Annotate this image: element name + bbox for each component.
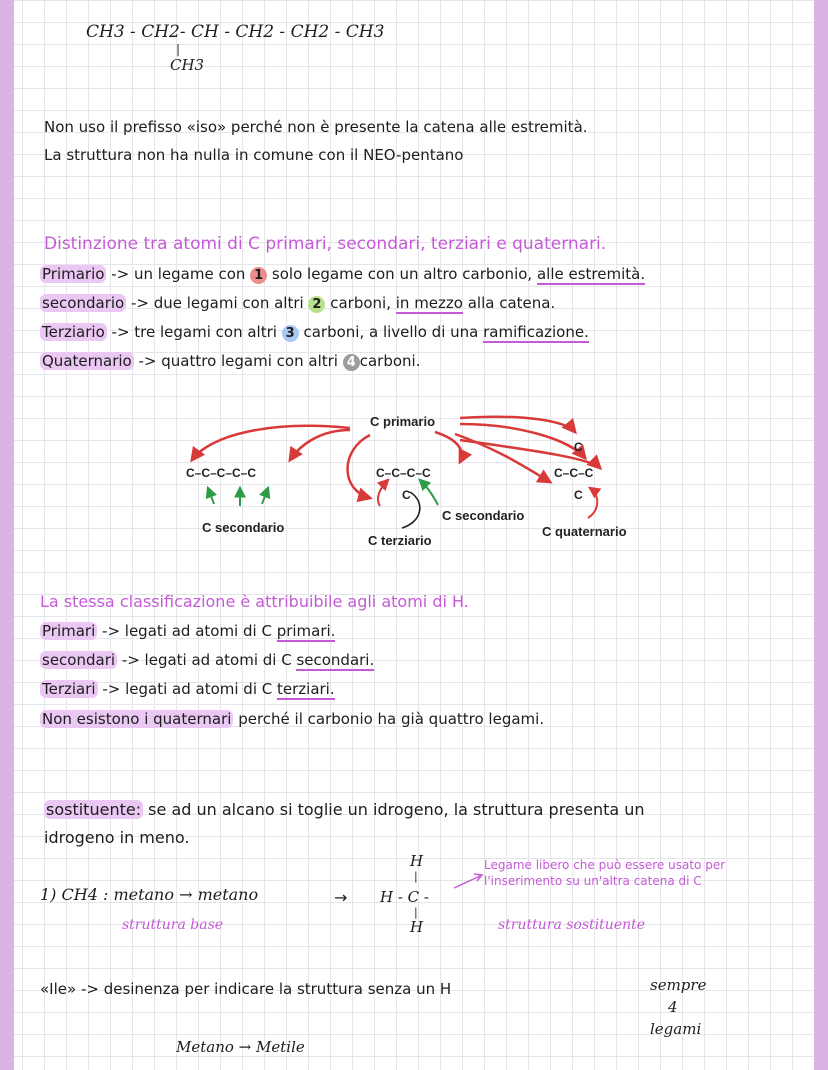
number-badge-3: 3 [282, 325, 299, 342]
note-pointer-arrow [452, 870, 486, 892]
methyl-hc: H - C - [380, 888, 429, 906]
primary-term: Primario [42, 265, 105, 283]
h-terziari-ul: terziari. [277, 680, 335, 698]
formula-branch: CH3 [170, 56, 205, 74]
arrow-primario-to-chain2-left [348, 435, 371, 498]
h-secondari-term: secondari [42, 651, 116, 669]
h-secondari-ul: secondari. [296, 651, 375, 669]
label-c-quaternario: C quaternario [542, 524, 627, 539]
tertiary-rest: carboni, a livello di una [298, 323, 484, 341]
secondary-rest: carboni, [325, 294, 396, 312]
methyl-bond-top: | [414, 870, 418, 883]
label-c-secondario-2: C secondario [442, 508, 525, 523]
note-legami: legami [650, 1020, 702, 1038]
note-sempre-num: 4 [668, 998, 678, 1016]
arrow-primario-to-chain1-left [192, 426, 350, 460]
tertiary-arrow: -> tre legami con altri [106, 323, 282, 341]
h-primari-ul: primari. [276, 622, 336, 640]
quaternary-rest: carboni. [359, 352, 421, 370]
arrow-secondario-2 [420, 480, 438, 505]
substituent-line-2: idrogeno in meno. [44, 828, 190, 847]
quaternary-arrow: -> quattro legami con altri [133, 352, 343, 370]
h-none-line [40, 710, 544, 728]
note-struttura-sostituente: struttura sostituente [498, 917, 646, 933]
primary-underline: alle estremità. [536, 265, 646, 283]
h-secondari-line [40, 651, 374, 669]
primary-arrow: -> un legame con [106, 265, 251, 283]
h-secondari-text: -> legati ad atomi di C [117, 651, 297, 669]
reaction-arrow: → [334, 888, 348, 907]
secondary-line [40, 294, 555, 313]
chain-branched-methyl: C [402, 488, 411, 502]
label-c-terziario: C terziario [368, 533, 432, 548]
h-terziari-term: Terziari [42, 680, 96, 698]
formula-chain: CH3 - CH2- CH - CH2 - CH2 - CH3 [86, 22, 385, 42]
distinction-title: Distinzione tra atomi di C primari, secondari, terziari e quaternari. [44, 234, 607, 254]
secondary-term: secondario [42, 294, 125, 312]
left-margin-stripe [0, 0, 14, 1070]
right-margin-stripe [814, 0, 828, 1070]
formula-bond: | [176, 42, 181, 56]
arrow-primario-to-quat-mid [460, 424, 585, 458]
h-primari-term: Primari [42, 622, 96, 640]
substituent-line-1 [44, 800, 645, 819]
secondary-underline: in mezzo [395, 294, 463, 312]
arrow-primario-to-chain2-right [435, 432, 462, 462]
carbon-classification-diagram [170, 410, 660, 555]
quaternary-top-c: C [574, 440, 583, 454]
note-struttura-base: struttura base [122, 917, 224, 933]
methyl-h-top: H [410, 852, 424, 870]
h-terziari-line [40, 680, 335, 698]
legame-note-2: l'inserimento su un'altra catena di C [484, 874, 702, 888]
primary-rest: solo legame con un altro carbonio, [267, 265, 537, 283]
methyl-h-bottom: H [410, 918, 424, 936]
label-c-primario: C primario [370, 414, 436, 429]
number-badge-2: 2 [308, 296, 325, 313]
methyl-bond-bottom: | [414, 906, 418, 919]
chain-linear: C–C–C–C–C [186, 466, 257, 480]
primary-line [40, 265, 645, 284]
arrow-secondario-1c [262, 488, 268, 504]
number-badge-4: 4 [343, 354, 360, 371]
arrow-primario-to-chain1-right [290, 430, 350, 460]
chain-quaternary: C–C–C [554, 466, 594, 480]
quaternary-line [40, 352, 420, 371]
h-none-highlight: Non esistono i quaternari [42, 710, 232, 728]
h-primari-line [40, 622, 335, 640]
secondary-arrow: -> due legami con altri [126, 294, 309, 312]
ile-line: «Ile» -> desinenza per indicare la struttura senza un H [40, 980, 452, 998]
substituent-term: sostituente: [46, 800, 142, 819]
secondary-tail: alla catena. [462, 294, 556, 312]
tertiary-term: Terziario [42, 323, 105, 341]
note-sempre: sempre [650, 976, 707, 994]
quaternary-bottom-c: C [574, 488, 583, 502]
arrow-to-terziario [378, 480, 388, 506]
intro-line-2: La struttura non ha nulla in comune con il NEO-pentano [44, 146, 464, 164]
h-primari-text: -> legati ad atomi di C [97, 622, 277, 640]
example-methane: 1) CH4 : metano → metano [40, 885, 259, 904]
label-c-secondario-1: C secondario [202, 520, 285, 535]
number-badge-1: 1 [250, 267, 267, 284]
h-terziari-text: -> legati ad atomi di C [97, 680, 277, 698]
arrow-secondario-1a [208, 488, 214, 504]
tertiary-line [40, 323, 589, 342]
intro-line-1: Non uso il prefisso «iso» perché non è presente la catena alle estremità. [44, 118, 588, 136]
h-none-text: perché il carbonio ha già quattro legami. [233, 710, 545, 728]
tertiary-underline: ramificazione. [483, 323, 589, 341]
substituent-text: se ad un alcano si toglie un idrogeno, la struttura presenta un [143, 800, 645, 819]
quaternary-term: Quaternario [42, 352, 132, 370]
legame-note-1: Legame libero che può essere usato per [484, 858, 726, 872]
hydrogen-title: La stessa classificazione è attribuibile agli atomi di H. [40, 592, 469, 611]
metano-metile: Metano → Metile [176, 1038, 305, 1056]
arrow-to-quaternary-center [588, 488, 597, 518]
chain-branched: C–C–C–C [376, 466, 431, 480]
